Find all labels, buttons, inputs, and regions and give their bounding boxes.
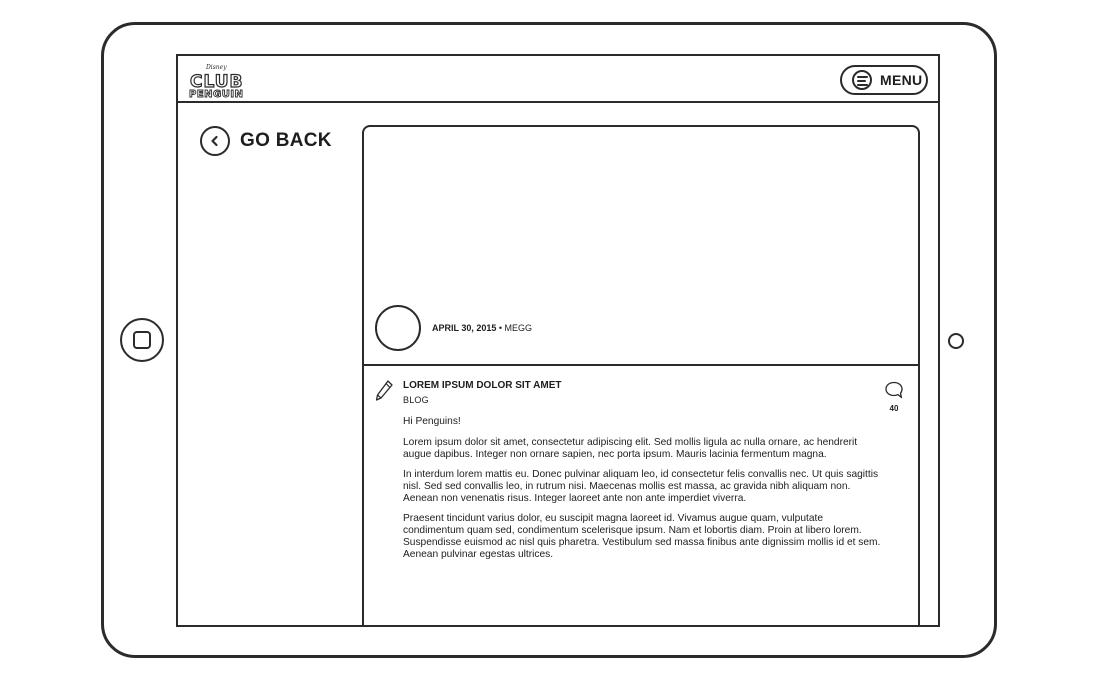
menu-label: MENU	[880, 72, 923, 88]
post-date: APRIL 30, 2015	[432, 323, 497, 333]
post-author[interactable]: MEGG	[504, 323, 533, 333]
go-back-button[interactable]	[200, 126, 332, 156]
comments-button[interactable]	[882, 380, 906, 413]
post-card	[362, 125, 920, 627]
club-penguin-logo[interactable]	[188, 63, 260, 99]
hamburger-menu-icon	[852, 70, 872, 90]
tablet-home-button	[120, 318, 164, 362]
svg-text:CLUB: CLUB	[190, 72, 244, 92]
svg-text:PENGUIN: PENGUIN	[189, 89, 244, 99]
comment-count: 40	[889, 404, 899, 413]
menu-button[interactable]	[840, 65, 928, 95]
comment-bubble-icon	[884, 380, 904, 400]
post-paragraph: In interdum lorem mattis eu. Donec pulvinar aliquam leo, id consectetur felis convallis nec. Ut quis sagittis nisl. Sed sed convallis leo, in rutrum nisi. Maecenas mollis est massa, ac gravida nibh aliquam non. Aenean non venenatis risus. Integer laoreet ante non ante imperdiet viverra.	[403, 469, 879, 504]
post-meta	[432, 323, 532, 333]
post-hero-image	[364, 127, 918, 366]
post-paragraph: Praesent tincidunt varius dolor, eu suscipit magna laoreet id. Vivamus augue quam, vulputate condimentum quam sed, condimentum scelerisque ipsum. Nam et lobortis diam. Proin at libero lorem. Suspendisse euismod ac nisl quis pharetra. Vestibulum sed massa finibus ante dignissim mollis id et sem. Aenean pulvinar egestas ultrices.	[403, 513, 881, 560]
post-category[interactable]: BLOG	[403, 395, 429, 405]
svg-text:Disney: Disney	[206, 64, 227, 71]
app-screen	[176, 54, 940, 627]
post-title: LOREM IPSUM DOLOR SIT AMET	[403, 380, 562, 391]
pencil-icon	[374, 379, 394, 403]
author-avatar[interactable]	[375, 305, 421, 351]
post-greeting: Hi Penguins!	[403, 416, 461, 427]
tablet-camera	[948, 333, 964, 349]
post-paragraph: Lorem ipsum dolor sit amet, consectetur adipiscing elit. Sed mollis ligula ac nulla ornare, ac hendrerit augue dapibus. Integer non ornare sapien, nec porta ipsum. Mauris lacinia fermentum magna.	[403, 437, 858, 460]
chevron-left-icon	[200, 126, 230, 156]
meta-separator: •	[496, 323, 505, 333]
post-article	[403, 416, 881, 569]
go-back-label: GO BACK	[240, 130, 332, 151]
top-bar	[178, 56, 938, 103]
